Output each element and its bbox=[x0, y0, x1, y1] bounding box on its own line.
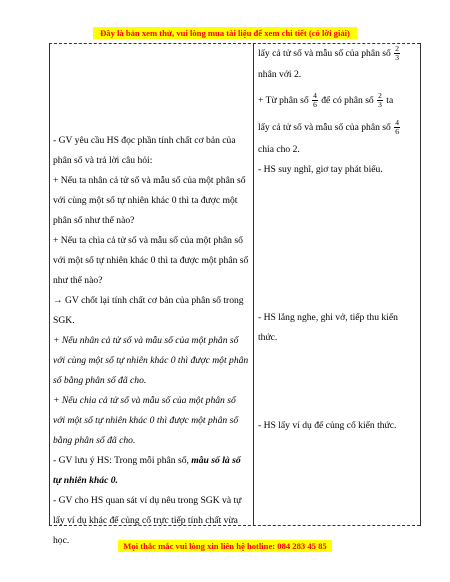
hotline-banner: Mọi thắc mắc vui lòng xin liên hệ hotline: 084 283 45 85 bbox=[118, 540, 332, 552]
student-response-3: - HS lấy ví dụ để củng cố kiến thức. bbox=[258, 420, 397, 431]
student-answer-line-2: nhân với 2. bbox=[258, 69, 302, 80]
student-activities-cell bbox=[258, 43, 416, 436]
student-response-2: - HS lắng nghe, ghi vở, tiếp thu kiến thức. bbox=[258, 312, 398, 343]
student-answer-line-1: lấy cả tử số và mẫu số của phân số $\frac{2}{3}$ bbox=[258, 44, 399, 63]
question-multiply: + Nếu ta nhân cả tử số và mẫu số của một phân số với cùng một số tự nhiên khác 0 thì ta được một phân số như thế nào? bbox=[53, 175, 246, 226]
teacher-example-task: - GV cho HS quan sát ví dụ nêu trong SGK và tự lấy ví dụ khác để củng cố trực tiếp tính chất vừa học. bbox=[53, 495, 242, 546]
question-divide: + Nếu ta chia cả tử số và mẫu số của một phân số với một số tự nhiên khác 0 thì ta được một phân số như thế nào? bbox=[53, 235, 249, 286]
preview-notice-banner: Đây là bản xem thử, vui lòng mua tài liệu để xem chi tiết (có lời giải) bbox=[93, 27, 357, 39]
fraction-4-6: $\frac{4}{6}$ bbox=[313, 91, 317, 110]
student-answer-line-4: lấy cả tử số và mẫu số của phân số $\frac{4}{6}$ bbox=[258, 118, 399, 137]
table-column-divider bbox=[253, 43, 254, 526]
student-response-1: - HS suy nghĩ, giơ tay phát biểu. bbox=[258, 164, 383, 175]
teacher-activities-cell bbox=[53, 131, 249, 551]
student-answer-line-3: + Từ phân số $\frac{4}{6}$ để có phân số $\frac{2}{3}$ ta bbox=[258, 91, 394, 110]
fraction-2-3: $\frac{2}{3}$ bbox=[395, 44, 399, 63]
note-emphasis: mẫu số là số tự nhiên khác 0 bbox=[53, 455, 241, 486]
teacher-instruction: - GV yêu cầu HS đọc phần tính chất cơ bản của phân số và trả lời câu hỏi: bbox=[53, 135, 236, 166]
fraction-4-6: $\frac{4}{6}$ bbox=[395, 118, 399, 137]
teacher-conclusion: → GV chốt lại tính chất cơ bản của phân số trong SGK. bbox=[53, 295, 244, 326]
property-divide: + Nếu chia cả tử số và mẫu số của một phân số với một số tự nhiên khác 0 thì được một phân số bằng phân số đã cho. bbox=[53, 395, 239, 446]
fraction-2-3: $\frac{2}{3}$ bbox=[378, 91, 382, 110]
table-right-border bbox=[420, 43, 421, 526]
property-multiply: + Nếu nhân cả tử số và mẫu số của một phân số với cùng một số tự nhiên khác 0 thì được một phân số bằng phân số đã cho. bbox=[53, 335, 249, 386]
table-left-border bbox=[49, 43, 50, 526]
student-answer-line-5: chia cho 2. bbox=[258, 144, 300, 155]
teacher-note: - GV lưu ý HS: Trong mỗi phân số, mẫu số là số tự nhiên khác 0. bbox=[53, 455, 241, 486]
